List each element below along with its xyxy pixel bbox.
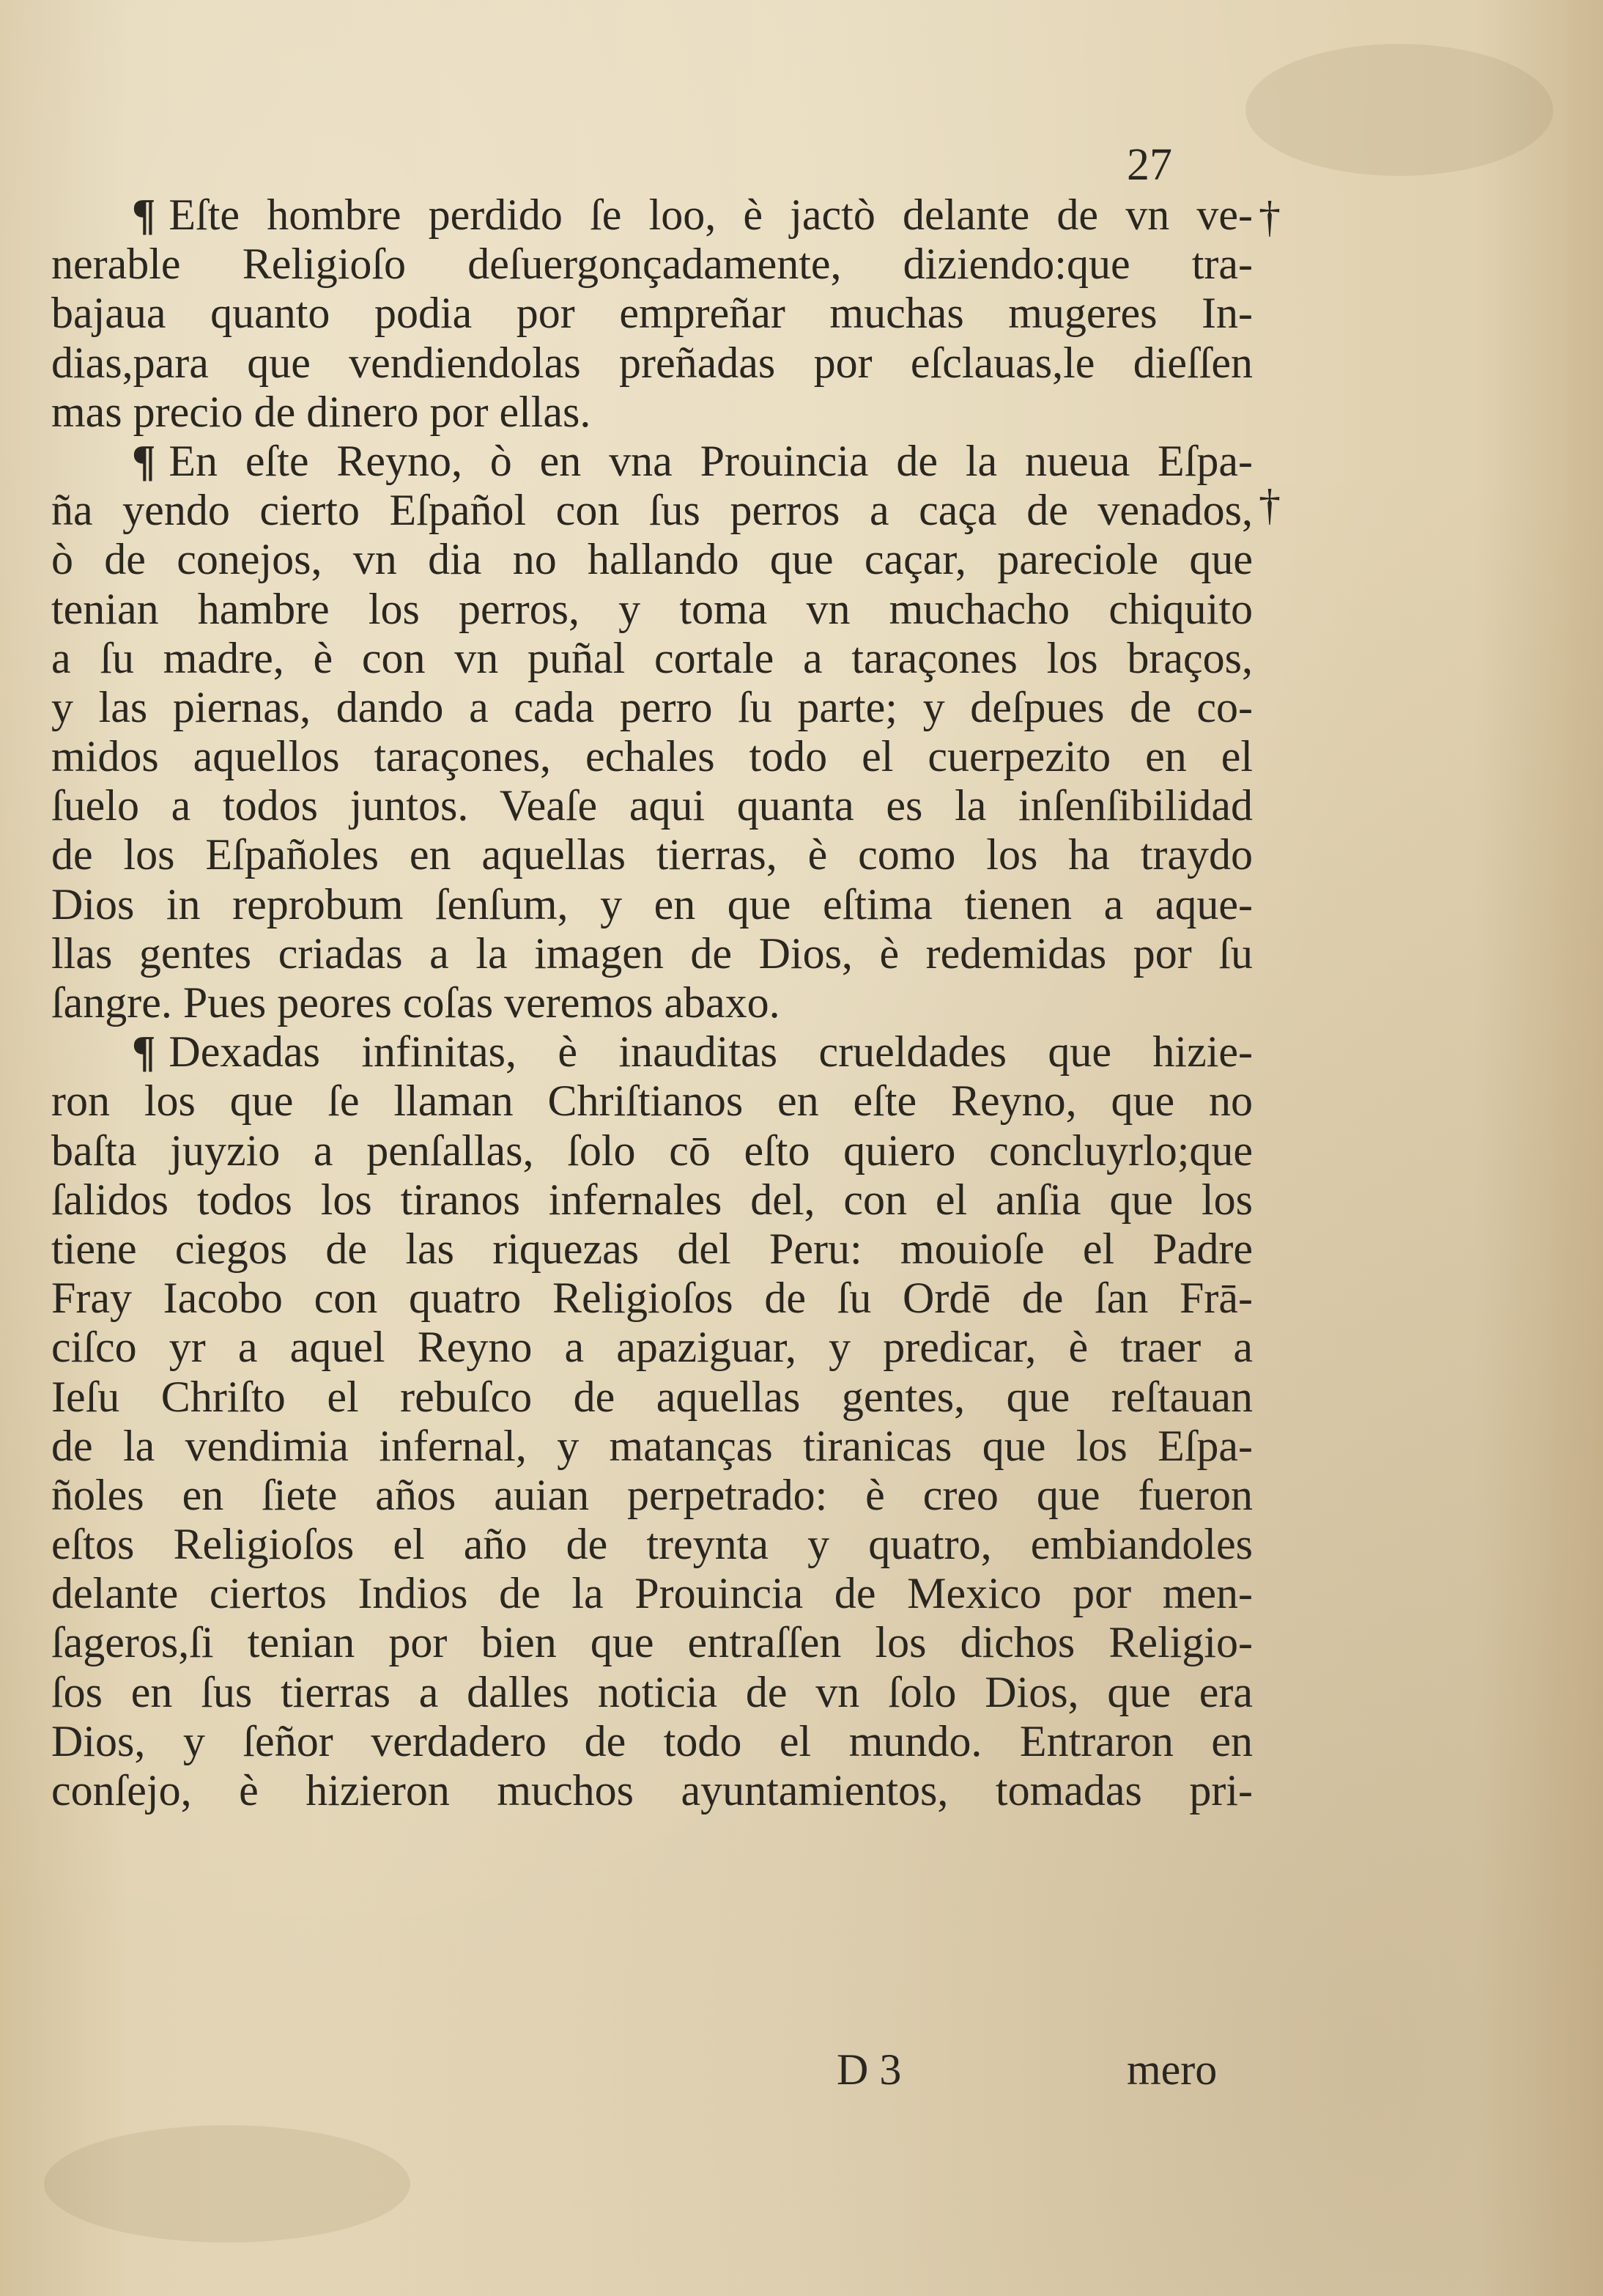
- text-line: tenian hambre los perros, y toma vn muchacho chiquito: [51, 584, 1253, 633]
- text-line: tiene ciegos de las riquezas del Peru: mouioſe el Padre: [51, 1224, 1253, 1273]
- text-line: ſalidos todos los tiranos infernales del, con el anſia que los: [51, 1175, 1253, 1224]
- text-line: Ieſu Chriſto el rebuſco de aquellas gentes, que reſtauan: [51, 1372, 1253, 1421]
- margin-dagger-mark: †: [1259, 193, 1281, 241]
- text-line: conſejo, è hizieron muchos ayuntamientos, tomadas pri-: [51, 1766, 1253, 1815]
- text-line: ¶ En eſte Reyno, ò en vna Prouincia de la nueua Eſpa-: [132, 436, 1253, 485]
- text-line: ſageros,ſi tenian por bien que entraſſen los dichos Religio-: [51, 1618, 1253, 1667]
- text-line: Dios, y ſeñor verdadero de todo el mundo. Entraron en: [51, 1716, 1253, 1765]
- pilcrow-mark: ¶: [132, 191, 156, 239]
- text-line: dias,para que vendiendolas preñadas por eſclauas,le dieſſen: [51, 338, 1253, 387]
- text-line: ò de conejos, vn dia no hallando que caçar, pareciole que: [51, 535, 1253, 584]
- text-line: nerable Religioſo deſuergonçadamente, diziendo:que tra-: [51, 240, 1253, 289]
- text-line: ñoles en ſiete años auian perpetrado: è creo que fueron: [51, 1470, 1253, 1519]
- text-line: ciſco yr a aquel Reyno a apaziguar, y predicar, è traer a: [51, 1323, 1253, 1372]
- text-line: ſangre. Pues peores coſas veremos abaxo.: [51, 978, 780, 1027]
- text-line: eſtos Religioſos el año de treynta y quatro, embiandoles: [51, 1520, 1253, 1569]
- pilcrow-mark: ¶: [132, 436, 156, 485]
- text-line: ſos en ſus tierras a dalles noticia de vn ſolo Dios, que era: [51, 1667, 1253, 1716]
- text-line: mas precio de dinero por ellas.: [51, 387, 591, 436]
- pilcrow-mark: ¶: [132, 1027, 156, 1077]
- signature-mark: D 3: [837, 2045, 902, 2094]
- text-line: ſuelo a todos juntos. Veaſe aqui quanta es la inſenſibilidad: [51, 781, 1253, 830]
- text-line: llas gentes criadas a la imagen de Dios, è redemidas por ſu: [51, 929, 1253, 978]
- text-line: delante ciertos Indios de la Prouincia de Mexico por men-: [51, 1569, 1253, 1618]
- text-line: bajaua quanto podia por empreñar muchas mugeres In-: [51, 289, 1253, 338]
- margin-dagger-mark: †: [1259, 481, 1281, 529]
- body-text: [51, 191, 1253, 1815]
- text-line: ¶ Eſte hombre perdido ſe loo, è jactò delante de vn ve-: [132, 191, 1253, 239]
- text-line: ron los que ſe llaman Chriſtianos en eſte Reyno, que no: [51, 1077, 1253, 1126]
- text-line: Fray Iacobo con quatro Religioſos de ſu Ordē de ſan Frā-: [51, 1274, 1253, 1323]
- paper-stain: [44, 2125, 410, 2243]
- text-line: y las piernas, dando a cada perro ſu parte; y deſpues de co-: [51, 682, 1253, 731]
- text-line: Dios in reprobum ſenſum, y en que eſtima tienen a aque-: [51, 879, 1253, 929]
- text-line: de la vendimia infernal, y matanças tiranicas que los Eſpa-: [51, 1421, 1253, 1470]
- paper-stain: [1245, 44, 1553, 176]
- text-line: ¶ Dexadas infinitas, è inauditas crueldades que hizie-: [132, 1027, 1253, 1077]
- paragraph-1: [51, 191, 1253, 437]
- catchword: mero: [1127, 2045, 1218, 2094]
- text-line: midos aquellos taraçones, echales todo el cuerpezito en el: [51, 732, 1253, 781]
- text-line: baſta juyzio a penſallas, ſolo cō eſto quiero concluyrlo;que: [51, 1126, 1253, 1175]
- text-line: de los Eſpañoles en aquellas tierras, è como los ha traydo: [51, 830, 1253, 879]
- text-line: ña yendo cierto Eſpañol con ſus perros a caça de venados,: [51, 486, 1253, 535]
- paragraph-2: [51, 437, 1253, 1027]
- page-number: 27: [1127, 140, 1172, 190]
- paragraph-3: [51, 1027, 1253, 1815]
- text-line: a ſu madre, è con vn puñal cortale a taraçones los braços,: [51, 633, 1253, 682]
